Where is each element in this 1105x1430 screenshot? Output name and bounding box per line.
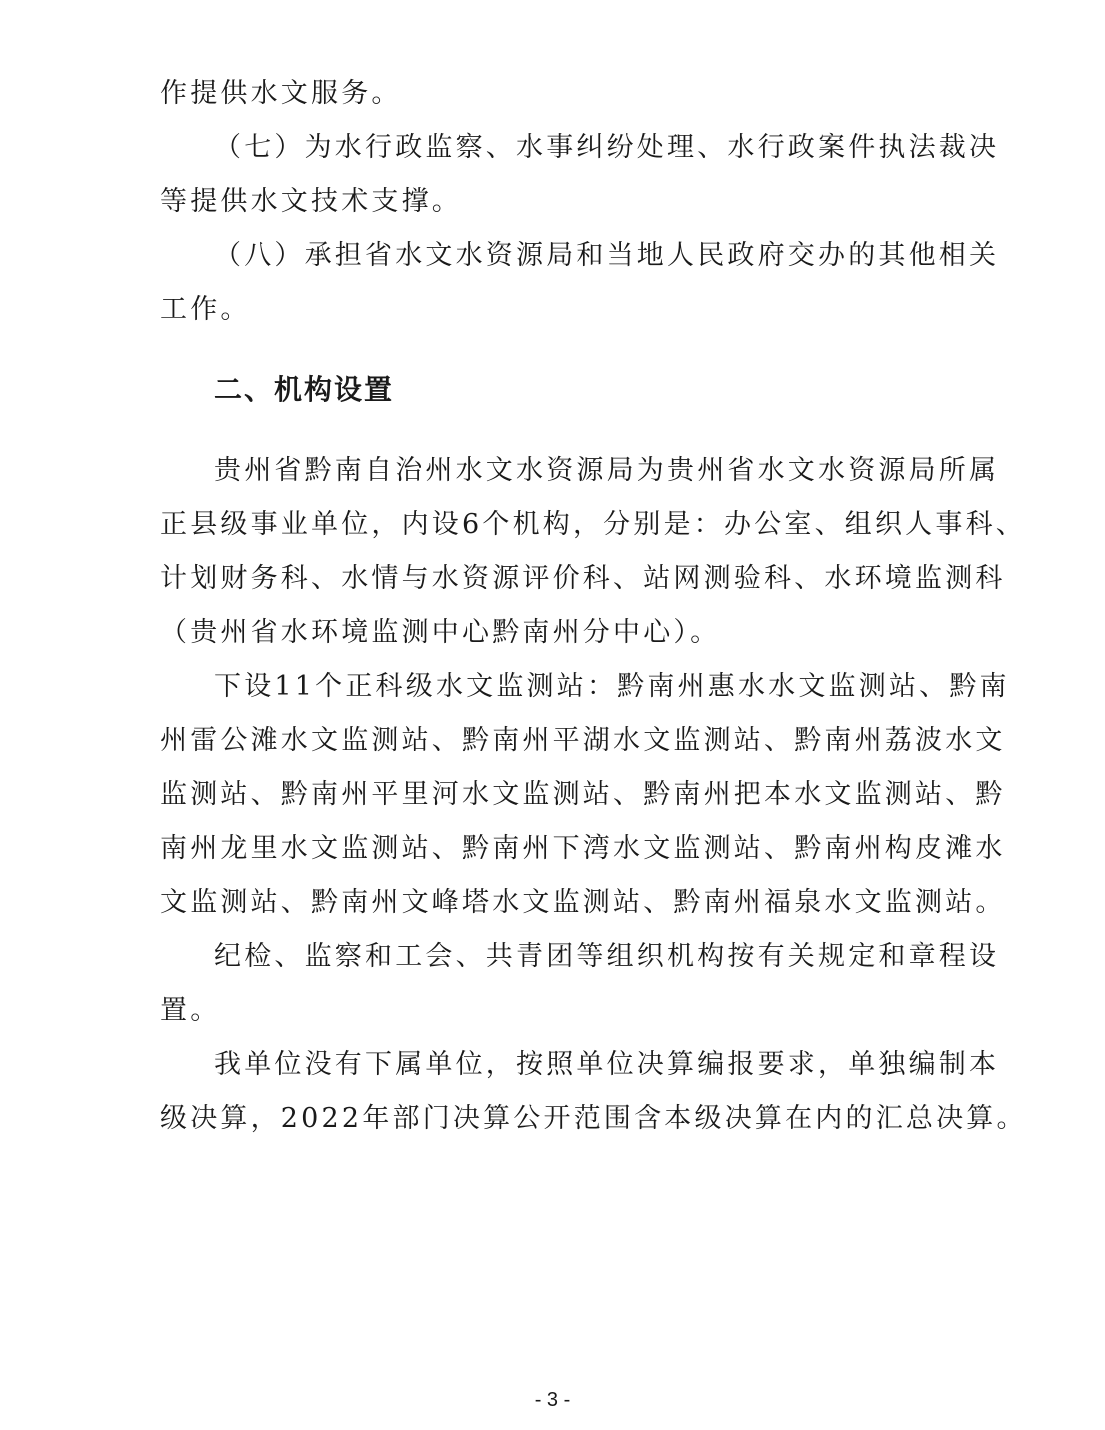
paragraph-line: 我单位没有下属单位，按照单位决算编报要求，单独编制本 [214,1049,1000,1080]
paragraph-line: 正县级事业单位，内设6个机构，分别是：办公室、组织人事科、 [160,509,1026,540]
paragraph-line: 等提供水文技术支撑。 [160,186,462,217]
paragraph-line: 置。 [160,995,221,1026]
paragraph-line: 州雷公滩水文监测站、黔南州平湖水文监测站、黔南州荔波水文 [160,725,1006,756]
page-number: - 3 - [534,1389,571,1411]
paragraph-line: 工作。 [160,294,251,325]
section-heading: 二、机构设置 [214,373,395,406]
paragraph-line: 监测站、黔南州平里河水文监测站、黔南州把本水文监测站、黔 [160,779,1006,810]
paragraph-line: 下设11个正科级水文监测站：黔南州惠水水文监测站、黔南 [214,671,1010,702]
paragraph-line: （七）为水行政监察、水事纠纷处理、水行政案件执法裁决 [214,132,1000,163]
paragraph-line: 作提供水文服务。 [160,78,402,109]
paragraph-line: 计划财务科、水情与水资源评价科、站网测验科、水环境监测科 [160,563,1006,594]
paragraph-line: 贵州省黔南自治州水文水资源局为贵州省水文水资源局所属 [214,455,1000,486]
paragraph-line: 纪检、监察和工会、共青团等组织机构按有关规定和章程设 [214,941,1000,972]
paragraph-line: 南州龙里水文监测站、黔南州下湾水文监测站、黔南州构皮滩水 [160,833,1006,864]
paragraph-line: （贵州省水环境监测中心黔南州分中心）。 [160,617,721,648]
paragraph-line: （八）承担省水文水资源局和当地人民政府交办的其他相关 [214,240,1000,271]
paragraph-line: 级决算，2022年部门决算公开范围含本级决算在内的汇总决算。 [160,1103,1027,1134]
paragraph-line: 文监测站、黔南州文峰塔水文监测站、黔南州福泉水文监测站。 [160,887,1006,918]
